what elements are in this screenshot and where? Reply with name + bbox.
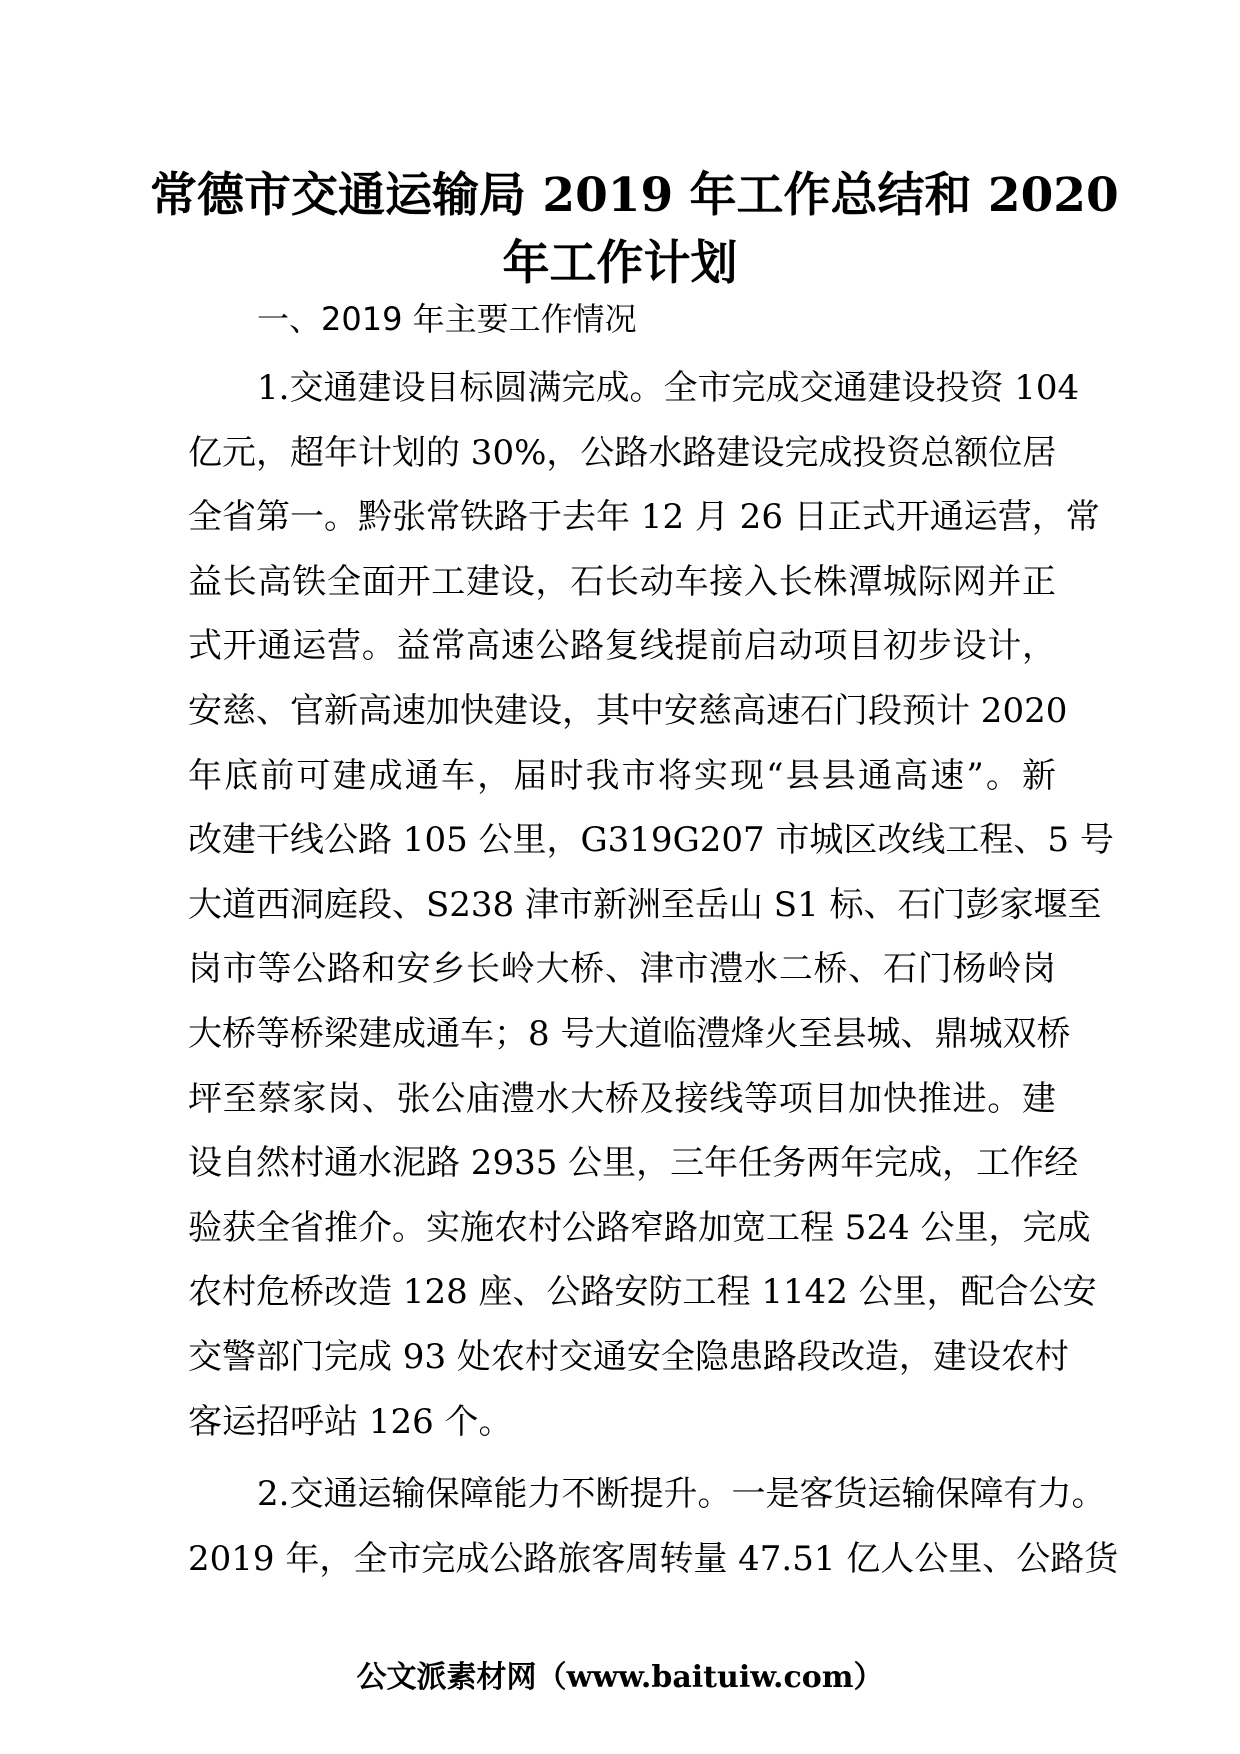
text-line: 交警部门完成 93 处农村交通安全隐患路段改造，建设农村 xyxy=(188,1336,1069,1377)
text-line: 2019 年，全市完成公路旅客周转量 47.51 亿人公里、公路货 xyxy=(188,1538,1119,1579)
text-line: 亿元，超年计划的 30%，公路水路建设完成投资总额位居 xyxy=(188,432,1057,473)
text-line: 大道西洞庭段、S238 津市新洲至岳山 S1 标、石门彭家堰至 xyxy=(188,884,1102,925)
text-line: 大桥等桥梁建成通车；8 号大道临澧烽火至县城、鼎城双桥 xyxy=(188,1013,1071,1054)
title-line-1: 常德市交通运输局 2019 年工作总结和 2020 xyxy=(150,168,1119,223)
title-line-2: 年工作计划 xyxy=(502,236,738,291)
text-line: 益长高铁全面开工建设，石长动车接入长株潭城际网并正 xyxy=(188,561,1056,602)
text-line: 年底前可建成通车，届时我市将实现“县县通高速”。新 xyxy=(188,755,1056,796)
text-line: 2.交通运输保障能力不断提升。一是客货运输保障有力。 xyxy=(257,1474,1106,1514)
text-line: 改建干线公路 105 公里，G319G207 市城区改线工程、5 号 xyxy=(188,820,1114,861)
text-line: 设自然村通水泥路 2935 公里，三年任务两年完成，工作经 xyxy=(188,1143,1079,1184)
paragraph-construction xyxy=(188,356,1114,1454)
paragraph-transport-capacity xyxy=(188,1462,1119,1591)
text-line: 式开通运营。益常高速公路复线提前启动项目初步设计， xyxy=(188,626,1056,667)
document-title xyxy=(150,162,1119,298)
text-line: 安慈、官新高速加快建设，其中安慈高速石门段预计 2020 xyxy=(188,690,1068,731)
section-heading: 一、2019 年主要工作情况 xyxy=(257,300,637,338)
text-line: 1.交通建设目标圆满完成。全市完成交通建设投资 104 xyxy=(257,368,1080,408)
text-line: 客运招呼站 126 个。 xyxy=(188,1401,513,1442)
text-line: 岗市等公路和安乡长岭大桥、津市澧水二桥、石门杨岭岗 xyxy=(188,949,1056,990)
text-line: 全省第一。黔张常铁路于去年 12 月 26 日正式开通运营，常 xyxy=(188,497,1100,538)
text-line: 坪至蔡家岗、张公庙澧水大桥及接线等项目加快推进。建 xyxy=(188,1078,1056,1119)
text-line: 农村危桥改造 128 座、公路安防工程 1142 公里，配合公安 xyxy=(188,1272,1097,1313)
footer-watermark: 公文派素材网（www.baituiw.com） xyxy=(356,1660,884,1695)
text-line: 验获全省推介。实施农村公路窄路加宽工程 524 公里，完成 xyxy=(188,1207,1091,1248)
